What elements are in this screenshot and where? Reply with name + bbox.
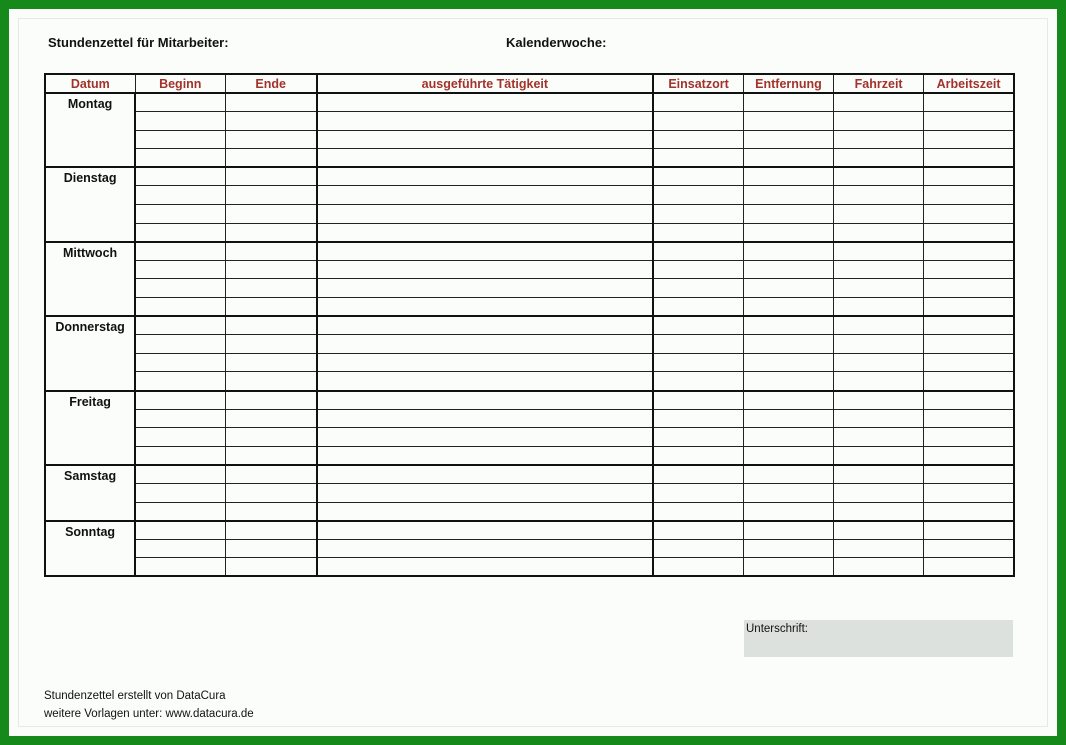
cell-beginn[interactable] [135, 372, 225, 391]
cell-taetigkeit[interactable] [317, 409, 654, 428]
cell-entfernung[interactable] [743, 167, 833, 186]
cell-arbeitszeit[interactable] [924, 483, 1014, 502]
cell-entfernung[interactable] [743, 335, 833, 354]
cell-arbeitszeit[interactable] [924, 167, 1014, 186]
cell-taetigkeit[interactable] [317, 167, 654, 186]
cell-fahrzeit[interactable] [834, 167, 924, 186]
cell-ende[interactable] [225, 353, 316, 372]
cell-taetigkeit[interactable] [317, 446, 654, 465]
cell-beginn[interactable] [135, 316, 225, 335]
cell-arbeitszeit[interactable] [924, 316, 1014, 335]
cell-arbeitszeit[interactable] [924, 428, 1014, 447]
cell-taetigkeit[interactable] [317, 539, 654, 558]
cell-beginn[interactable] [135, 521, 225, 540]
cell-entfernung[interactable] [743, 372, 833, 391]
day-label: Sonntag [45, 521, 135, 577]
cell-arbeitszeit[interactable] [924, 446, 1014, 465]
cell-beginn[interactable] [135, 483, 225, 502]
cell-arbeitszeit[interactable] [924, 521, 1014, 540]
cell-fahrzeit[interactable] [834, 446, 924, 465]
cell-arbeitszeit[interactable] [924, 465, 1014, 484]
cell-entfernung[interactable] [743, 93, 833, 112]
cell-arbeitszeit[interactable] [924, 298, 1014, 317]
cell-arbeitszeit[interactable] [924, 186, 1014, 205]
cell-entfernung[interactable] [743, 186, 833, 205]
cell-einsatzort[interactable] [653, 298, 743, 317]
cell-ende[interactable] [225, 205, 316, 224]
cell-beginn[interactable] [135, 260, 225, 279]
cell-taetigkeit[interactable] [317, 242, 654, 261]
cell-einsatzort[interactable] [653, 93, 743, 112]
cell-beginn[interactable] [135, 149, 225, 168]
cell-beginn[interactable] [135, 558, 225, 577]
cell-beginn[interactable] [135, 298, 225, 317]
cell-ende[interactable] [225, 465, 316, 484]
day-label: Montag [45, 93, 135, 167]
cell-fahrzeit[interactable] [834, 279, 924, 298]
cell-ende[interactable] [225, 428, 316, 447]
footer-link: weitere Vorlagen unter: www.datacura.de [44, 708, 254, 720]
cell-entfernung[interactable] [743, 483, 833, 502]
cell-taetigkeit[interactable] [317, 149, 654, 168]
cell-arbeitszeit[interactable] [924, 372, 1014, 391]
footer-credit: Stundenzettel erstellt von DataCura [44, 690, 226, 702]
cell-einsatzort[interactable] [653, 242, 743, 261]
cell-beginn[interactable] [135, 465, 225, 484]
table-row [45, 483, 1014, 502]
cell-ende[interactable] [225, 483, 316, 502]
col-header-einsatzort: Einsatzort [653, 74, 743, 93]
cell-fahrzeit[interactable] [834, 223, 924, 242]
cell-ende[interactable] [225, 502, 316, 521]
cell-fahrzeit[interactable] [834, 372, 924, 391]
cell-fahrzeit[interactable] [834, 409, 924, 428]
cell-entfernung[interactable] [743, 223, 833, 242]
cell-beginn[interactable] [135, 205, 225, 224]
cell-ende[interactable] [225, 279, 316, 298]
cell-taetigkeit[interactable] [317, 279, 654, 298]
table-row [45, 223, 1014, 242]
cell-einsatzort[interactable] [653, 167, 743, 186]
cell-arbeitszeit[interactable] [924, 260, 1014, 279]
cell-entfernung[interactable] [743, 428, 833, 447]
cell-einsatzort[interactable] [653, 223, 743, 242]
cell-entfernung[interactable] [743, 521, 833, 540]
table-body [45, 93, 1014, 576]
cell-einsatzort[interactable] [653, 186, 743, 205]
table-row [45, 502, 1014, 521]
cell-taetigkeit[interactable] [317, 298, 654, 317]
cell-fahrzeit[interactable] [834, 539, 924, 558]
cell-entfernung[interactable] [743, 409, 833, 428]
col-header-datum: Datum [45, 74, 135, 93]
cell-fahrzeit[interactable] [834, 130, 924, 149]
table-row [45, 521, 1014, 540]
cell-ende[interactable] [225, 260, 316, 279]
cell-taetigkeit[interactable] [317, 186, 654, 205]
cell-entfernung[interactable] [743, 130, 833, 149]
cell-entfernung[interactable] [743, 298, 833, 317]
cell-arbeitszeit[interactable] [924, 539, 1014, 558]
cell-beginn[interactable] [135, 502, 225, 521]
cell-entfernung[interactable] [743, 260, 833, 279]
cell-beginn[interactable] [135, 353, 225, 372]
cell-arbeitszeit[interactable] [924, 502, 1014, 521]
table-row [45, 279, 1014, 298]
cell-taetigkeit[interactable] [317, 391, 654, 410]
cell-fahrzeit[interactable] [834, 260, 924, 279]
table-row [45, 409, 1014, 428]
cell-taetigkeit[interactable] [317, 112, 654, 131]
cell-beginn[interactable] [135, 391, 225, 410]
page-title: Stundenzettel für Mitarbeiter: [48, 35, 229, 50]
cell-einsatzort[interactable] [653, 521, 743, 540]
day-label: Dienstag [45, 167, 135, 241]
cell-entfernung[interactable] [743, 149, 833, 168]
cell-einsatzort[interactable] [653, 279, 743, 298]
cell-einsatzort[interactable] [653, 316, 743, 335]
cell-entfernung[interactable] [743, 112, 833, 131]
cell-beginn[interactable] [135, 130, 225, 149]
cell-entfernung[interactable] [743, 558, 833, 577]
table-row [45, 316, 1014, 335]
cell-ende[interactable] [225, 372, 316, 391]
cell-taetigkeit[interactable] [317, 502, 654, 521]
cell-beginn[interactable] [135, 539, 225, 558]
table-row [45, 130, 1014, 149]
cell-taetigkeit[interactable] [317, 428, 654, 447]
cell-fahrzeit[interactable] [834, 428, 924, 447]
table-row [45, 353, 1014, 372]
cell-entfernung[interactable] [743, 502, 833, 521]
table-row [45, 298, 1014, 317]
cell-fahrzeit[interactable] [834, 391, 924, 410]
cell-einsatzort[interactable] [653, 391, 743, 410]
cell-entfernung[interactable] [743, 316, 833, 335]
cell-fahrzeit[interactable] [834, 186, 924, 205]
table-row [45, 558, 1014, 577]
cell-entfernung[interactable] [743, 279, 833, 298]
cell-ende[interactable] [225, 93, 316, 112]
cell-arbeitszeit[interactable] [924, 353, 1014, 372]
cell-beginn[interactable] [135, 446, 225, 465]
cell-beginn[interactable] [135, 93, 225, 112]
cell-einsatzort[interactable] [653, 260, 743, 279]
col-header-beginn: Beginn [135, 74, 225, 93]
cell-fahrzeit[interactable] [834, 316, 924, 335]
cell-fahrzeit[interactable] [834, 242, 924, 261]
cell-fahrzeit[interactable] [834, 483, 924, 502]
table-row [45, 149, 1014, 168]
timesheet-table [44, 73, 1015, 577]
table-row [45, 242, 1014, 261]
cell-einsatzort[interactable] [653, 428, 743, 447]
cell-arbeitszeit[interactable] [924, 409, 1014, 428]
table-row [45, 539, 1014, 558]
cell-arbeitszeit[interactable] [924, 335, 1014, 354]
day-label: Donnerstag [45, 316, 135, 390]
cell-arbeitszeit[interactable] [924, 223, 1014, 242]
cell-entfernung[interactable] [743, 353, 833, 372]
cell-entfernung[interactable] [743, 539, 833, 558]
cell-einsatzort[interactable] [653, 539, 743, 558]
table-row [45, 446, 1014, 465]
cell-einsatzort[interactable] [653, 112, 743, 131]
cell-taetigkeit[interactable] [317, 353, 654, 372]
col-header-fahrzeit: Fahrzeit [834, 74, 924, 93]
cell-taetigkeit[interactable] [317, 465, 654, 484]
cell-taetigkeit[interactable] [317, 521, 654, 540]
cell-arbeitszeit[interactable] [924, 242, 1014, 261]
cell-ende[interactable] [225, 521, 316, 540]
cell-ende[interactable] [225, 149, 316, 168]
cell-arbeitszeit[interactable] [924, 205, 1014, 224]
cell-fahrzeit[interactable] [834, 335, 924, 354]
cell-einsatzort[interactable] [653, 130, 743, 149]
cell-beginn[interactable] [135, 279, 225, 298]
cell-ende[interactable] [225, 112, 316, 131]
cell-beginn[interactable] [135, 428, 225, 447]
table-row [45, 465, 1014, 484]
cell-arbeitszeit[interactable] [924, 112, 1014, 131]
cell-einsatzort[interactable] [653, 558, 743, 577]
cell-arbeitszeit[interactable] [924, 93, 1014, 112]
cell-fahrzeit[interactable] [834, 298, 924, 317]
cell-ende[interactable] [225, 539, 316, 558]
table-row [45, 335, 1014, 354]
cell-einsatzort[interactable] [653, 483, 743, 502]
cell-ende[interactable] [225, 242, 316, 261]
cell-beginn[interactable] [135, 167, 225, 186]
table-row [45, 391, 1014, 410]
col-header-ende: Ende [225, 74, 316, 93]
cell-arbeitszeit[interactable] [924, 279, 1014, 298]
col-header-arbeitszeit: Arbeitszeit [924, 74, 1014, 93]
cell-arbeitszeit[interactable] [924, 558, 1014, 577]
cell-ende[interactable] [225, 298, 316, 317]
signature-field[interactable] [744, 620, 1013, 657]
cell-fahrzeit[interactable] [834, 558, 924, 577]
cell-fahrzeit[interactable] [834, 112, 924, 131]
cell-entfernung[interactable] [743, 205, 833, 224]
cell-taetigkeit[interactable] [317, 205, 654, 224]
table-row [45, 205, 1014, 224]
signature-label: Unterschrift: [746, 623, 808, 635]
cell-ende[interactable] [225, 446, 316, 465]
cell-arbeitszeit[interactable] [924, 130, 1014, 149]
cell-taetigkeit[interactable] [317, 93, 654, 112]
cell-taetigkeit[interactable] [317, 558, 654, 577]
cell-taetigkeit[interactable] [317, 130, 654, 149]
cell-arbeitszeit[interactable] [924, 149, 1014, 168]
week-label: Kalenderwoche: [506, 35, 607, 50]
cell-fahrzeit[interactable] [834, 93, 924, 112]
cell-taetigkeit[interactable] [317, 335, 654, 354]
cell-entfernung[interactable] [743, 391, 833, 410]
cell-beginn[interactable] [135, 242, 225, 261]
cell-entfernung[interactable] [743, 446, 833, 465]
table-row [45, 260, 1014, 279]
cell-ende[interactable] [225, 167, 316, 186]
col-header-taetigkeit: ausgeführte Tätigkeit [317, 74, 654, 93]
cell-taetigkeit[interactable] [317, 372, 654, 391]
day-label: Samstag [45, 465, 135, 521]
cell-taetigkeit[interactable] [317, 316, 654, 335]
cell-einsatzort[interactable] [653, 502, 743, 521]
cell-entfernung[interactable] [743, 242, 833, 261]
cell-einsatzort[interactable] [653, 149, 743, 168]
cell-einsatzort[interactable] [653, 205, 743, 224]
cell-einsatzort[interactable] [653, 446, 743, 465]
col-header-entfernung: Entfernung [743, 74, 833, 93]
cell-beginn[interactable] [135, 335, 225, 354]
day-label: Freitag [45, 391, 135, 465]
cell-ende[interactable] [225, 335, 316, 354]
day-label: Mittwoch [45, 242, 135, 316]
cell-ende[interactable] [225, 316, 316, 335]
table-row [45, 186, 1014, 205]
cell-entfernung[interactable] [743, 465, 833, 484]
cell-ende[interactable] [225, 130, 316, 149]
cell-arbeitszeit[interactable] [924, 391, 1014, 410]
cell-taetigkeit[interactable] [317, 483, 654, 502]
cell-ende[interactable] [225, 558, 316, 577]
cell-fahrzeit[interactable] [834, 353, 924, 372]
table-row [45, 428, 1014, 447]
cell-ende[interactable] [225, 186, 316, 205]
cell-taetigkeit[interactable] [317, 223, 654, 242]
table-row [45, 112, 1014, 131]
cell-fahrzeit[interactable] [834, 465, 924, 484]
cell-ende[interactable] [225, 409, 316, 428]
cell-fahrzeit[interactable] [834, 149, 924, 168]
cell-einsatzort[interactable] [653, 372, 743, 391]
cell-ende[interactable] [225, 391, 316, 410]
header-row [45, 74, 1014, 93]
cell-fahrzeit[interactable] [834, 502, 924, 521]
cell-einsatzort[interactable] [653, 335, 743, 354]
cell-ende[interactable] [225, 223, 316, 242]
cell-beginn[interactable] [135, 112, 225, 131]
cell-einsatzort[interactable] [653, 409, 743, 428]
cell-beginn[interactable] [135, 186, 225, 205]
table-row [45, 93, 1014, 112]
cell-beginn[interactable] [135, 409, 225, 428]
cell-beginn[interactable] [135, 223, 225, 242]
cell-einsatzort[interactable] [653, 353, 743, 372]
cell-taetigkeit[interactable] [317, 260, 654, 279]
cell-einsatzort[interactable] [653, 465, 743, 484]
cell-fahrzeit[interactable] [834, 205, 924, 224]
cell-fahrzeit[interactable] [834, 521, 924, 540]
table-row [45, 372, 1014, 391]
table-row [45, 167, 1014, 186]
